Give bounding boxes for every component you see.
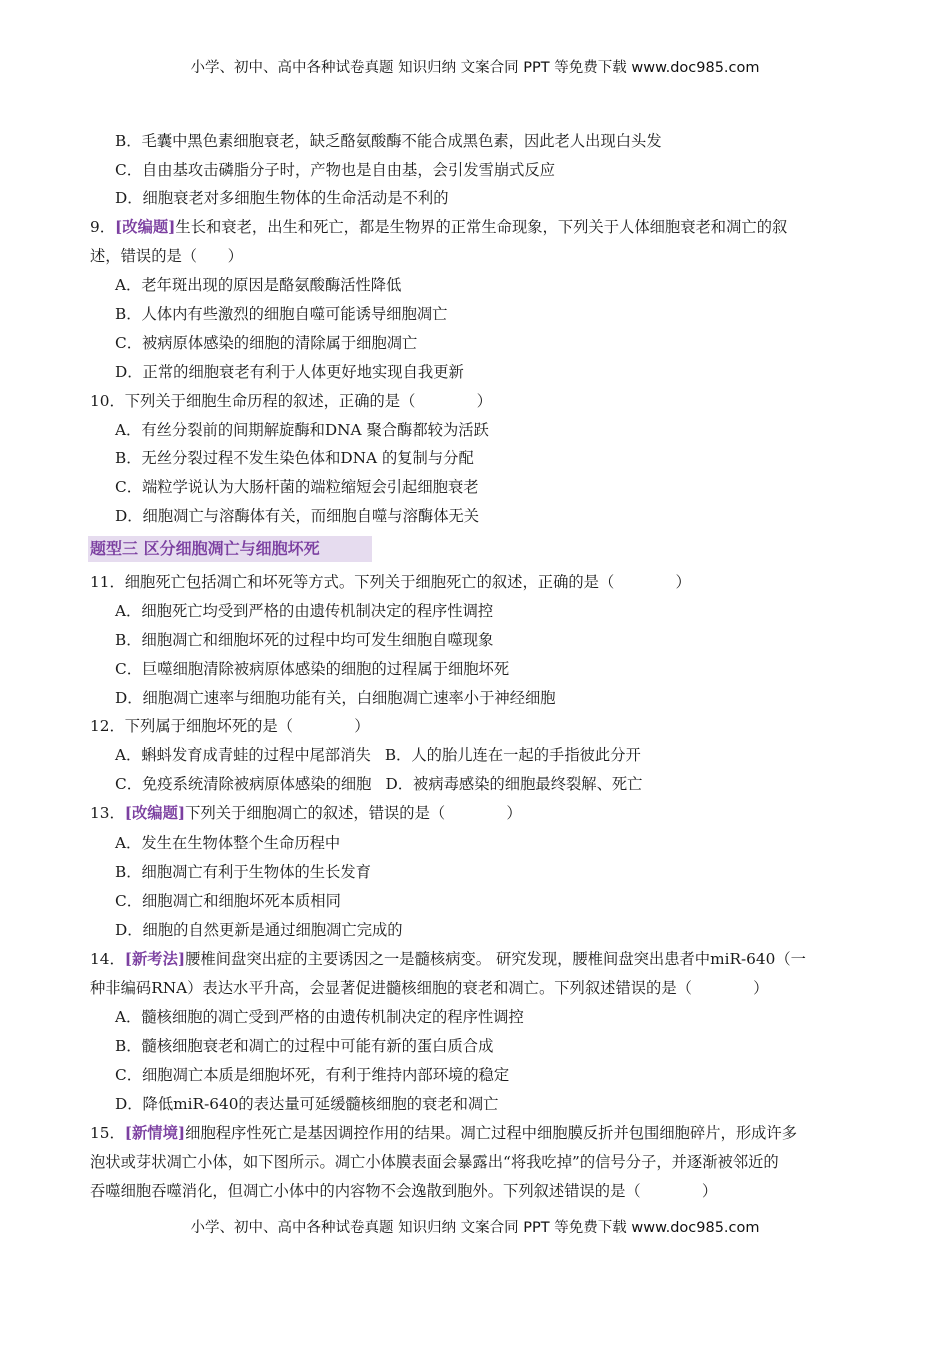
q10-option-a: A．有丝分裂前的间期解旋酶和DNA 聚合酶都较为活跃 xyxy=(115,421,489,439)
q13-option-c: C．细胞凋亡和细胞坏死本质相同 xyxy=(115,892,341,910)
q11-option-d: D．细胞凋亡速率与细胞功能有关，白细胞凋亡速率小于神经细胞 xyxy=(115,689,556,707)
q14-option-b: B．髓核细胞衰老和凋亡的过程中可能有新的蛋白质合成 xyxy=(115,1037,494,1055)
section-heading: 题型三 区分细胞凋亡与细胞坏死 xyxy=(88,536,372,562)
q9-option-b: B．人体内有些激烈的细胞自噬可能诱导细胞凋亡 xyxy=(115,305,448,323)
question-15-line2: 泡状或芽状凋亡小体，如下图所示。凋亡小体膜表面会暴露出“将我吃掉”的信号分子，并逐渐被邻近的 xyxy=(90,1153,779,1171)
page-footer: 小学、初中、高中各种试卷真题 知识归纳 文案合同 PPT 等免费下载 www.doc985.com xyxy=(190,1220,760,1236)
q8-option-b: B．毛囊中黑色素细胞衰老，缺乏酪氨酸酶不能合成黑色素，因此老人出现白头发 xyxy=(115,132,662,150)
q9-option-c: C．被病原体感染的细胞的清除属于细胞凋亡 xyxy=(115,334,418,352)
q11-option-c: C．巨噬细胞清除被病原体感染的细胞的过程属于细胞坏死 xyxy=(115,660,510,678)
q10-option-b: B．无丝分裂过程不发生染色体和DNA 的复制与分配 xyxy=(115,449,474,467)
question-13 xyxy=(90,802,522,824)
q12-option-c: C．免疫系统清除被病原体感染的细胞 xyxy=(115,775,372,793)
question-12: 12．下列属于细胞坏死的是（ ） xyxy=(90,717,370,735)
question-tag: [改编题] xyxy=(115,218,176,236)
question-9 xyxy=(90,216,787,238)
q13-option-b: B．细胞凋亡有利于生物体的生长发育 xyxy=(115,863,371,881)
question-text: 细胞程序性死亡是基因调控作用的结果。凋亡过程中细胞膜反折并包围细胞碎片，形成许多 xyxy=(185,1124,798,1142)
question-number: 15． xyxy=(90,1124,125,1142)
q12-option-a: A．蝌蚪发育成青蛙的过程中尾部消失 xyxy=(115,746,371,764)
q8-option-d: D．细胞衰老对多细胞生物体的生命活动是不利的 xyxy=(115,189,449,207)
q14-option-a: A．髓核细胞的凋亡受到严格的由遗传机制决定的程序性调控 xyxy=(115,1008,524,1026)
q9-option-d: D．正常的细胞衰老有利于人体更好地实现自我更新 xyxy=(115,363,464,381)
question-text: 生长和衰老，出生和死亡，都是生物界的正常生命现象，下列关于人体细胞衰老和凋亡的叙 xyxy=(175,218,788,236)
q11-option-b: B．细胞凋亡和细胞坏死的过程中均可发生细胞自噬现象 xyxy=(115,631,494,649)
q14-option-d: D．降低miR-640的表达量可延缓髓核细胞的衰老和凋亡 xyxy=(115,1095,499,1113)
q12-options-row1 xyxy=(115,744,641,766)
question-tag: [改编题] xyxy=(124,804,186,822)
q10-option-c: C．端粒学说认为大肠杆菌的端粒缩短会引起细胞衰老 xyxy=(115,478,479,496)
q14-option-c: C．细胞凋亡本质是细胞坏死，有利于维持内部环境的稳定 xyxy=(115,1066,510,1084)
q10-option-d: D．细胞凋亡与溶酶体有关，而细胞自噬与溶酶体无关 xyxy=(115,507,480,525)
page-header: 小学、初中、高中各种试卷真题 知识归纳 文案合同 PPT 等免费下载 www.doc985.com xyxy=(190,60,760,76)
q9-option-a: A．老年斑出现的原因是酪氨酸酶活性降低 xyxy=(115,276,402,294)
question-15 xyxy=(90,1122,797,1144)
question-number: 9． xyxy=(90,218,116,236)
q11-option-a: A．细胞死亡均受到严格的由遗传机制决定的程序性调控 xyxy=(115,602,494,620)
question-11: 11．细胞死亡包括凋亡和坏死等方式。下列关于细胞死亡的叙述，正确的是（ ） xyxy=(90,573,691,591)
q8-option-c: C．自由基攻击磷脂分子时，产物也是自由基，会引发雪崩式反应 xyxy=(115,161,556,179)
question-text: 腰椎间盘突出症的主要诱因之一是髓核病变。 研究发现，腰椎间盘突出患者中miR-640（一 xyxy=(185,950,806,968)
question-10: 10．下列关于细胞生命历程的叙述，正确的是（ ） xyxy=(90,392,492,410)
q12-options-row2 xyxy=(115,773,642,795)
question-tag: [新考法] xyxy=(124,950,186,968)
q12-option-d: D．被病毒感染的细胞最终裂解、死亡 xyxy=(385,775,643,793)
question-9-line2: 述，错误的是（ ） xyxy=(90,247,243,265)
q13-option-d: D．细胞的自然更新是通过细胞凋亡完成的 xyxy=(115,921,403,939)
question-tag: [新情境] xyxy=(124,1124,186,1142)
question-14 xyxy=(90,948,806,970)
question-14-line2: 种非编码RNA）表达水平升高，会显著促进髓核细胞的衰老和凋亡。下列叙述错误的是（ ） xyxy=(90,979,769,997)
q12-option-b: B．人的胎儿连在一起的手指彼此分开 xyxy=(384,746,641,764)
q13-option-a: A．发生在生物体整个生命历程中 xyxy=(115,834,341,852)
question-number: 13． xyxy=(90,804,125,822)
question-15-line3: 吞噬细胞吞噬消化，但凋亡小体中的内容物不会逸散到胞外。下列叙述错误的是（ ） xyxy=(90,1182,718,1200)
question-number: 14． xyxy=(90,950,125,968)
question-text: 下列关于细胞凋亡的叙述，错误的是（ ） xyxy=(185,804,522,822)
